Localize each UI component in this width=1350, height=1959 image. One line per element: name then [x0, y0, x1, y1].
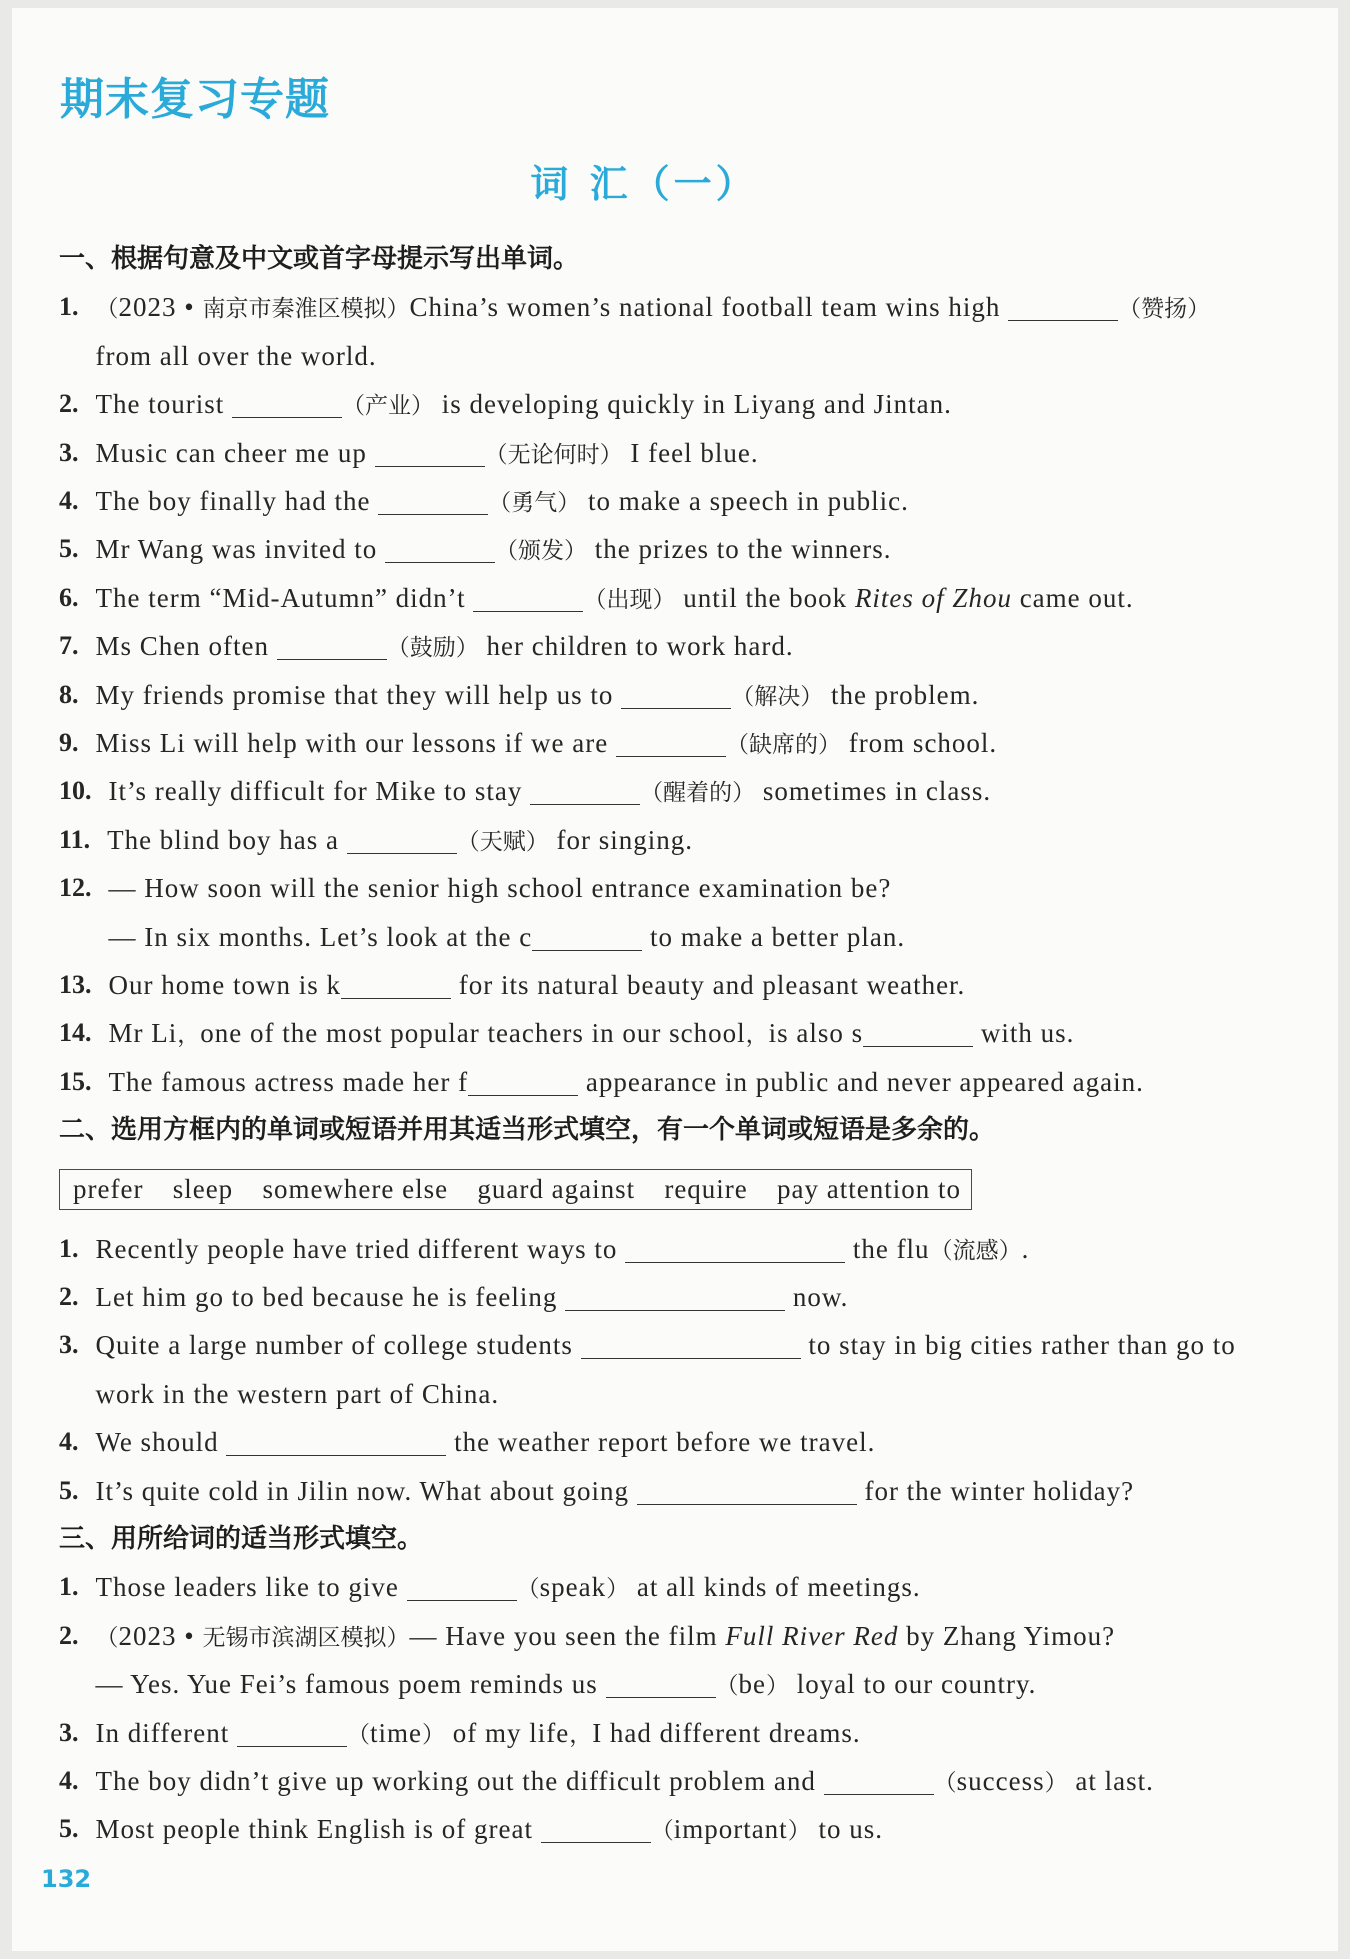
- question-line: [96, 429, 759, 477]
- text-segment: Ms Chen often: [95, 631, 277, 662]
- question-text: [96, 283, 1211, 380]
- question-line: [96, 1612, 1116, 1660]
- text-segment: （解决） the problem.: [731, 679, 980, 710]
- word-box-option: prefer: [73, 1174, 144, 1205]
- chinese-text-run: 南京市秦淮区模拟）: [202, 296, 410, 322]
- question-item: [59, 864, 1329, 961]
- question-text: [96, 1563, 921, 1611]
- answer-blank: [226, 1435, 446, 1456]
- unit-title: 词 汇（一）: [530, 161, 758, 206]
- question-line: [96, 622, 794, 670]
- question-text: [96, 671, 980, 719]
- question-line: [96, 283, 1211, 331]
- question-number: 15.: [59, 1066, 92, 1096]
- answer-blank: [606, 1677, 716, 1698]
- question-line: [96, 380, 952, 428]
- answer-blank: [530, 784, 640, 805]
- question-line: [96, 1709, 861, 1757]
- question-item: [59, 525, 1329, 573]
- chinese-text-run: （无论何时）: [484, 441, 623, 467]
- text-segment: The blind boy has a: [107, 824, 347, 855]
- text-segment: （产业） is developing quickly in Liyang and Jintan.: [341, 389, 952, 420]
- text-segment: to stay in big cities rather than go to: [800, 1330, 1236, 1361]
- answer-blank: [824, 1774, 934, 1795]
- question-item: [59, 622, 1329, 670]
- text-segment: the flu（流感）.: [845, 1233, 1030, 1264]
- text-segment: The famous actress made her f: [108, 1066, 469, 1097]
- section-heading: 二、选用方框内的单词或短语并用其适当形式填空，有一个单词或短语是多余的。: [59, 1115, 996, 1146]
- question-line: [109, 767, 992, 815]
- question-number: 12.: [59, 873, 92, 903]
- text-segment: （出现） until the book: [583, 582, 855, 613]
- question-text: [96, 1321, 1236, 1418]
- word-box: [59, 1169, 972, 1210]
- chinese-text-run: （: [715, 1673, 739, 1699]
- chinese-text-run: （: [95, 296, 119, 322]
- section-heading: 一、根据句意及中文或首字母提示写出单词。: [59, 244, 580, 274]
- chinese-text-run: （天赋）: [456, 828, 549, 854]
- text-segment: for its natural beauty and pleasant weather.: [450, 970, 966, 1001]
- answer-blank: [616, 736, 726, 757]
- answer-blank: [581, 1338, 801, 1359]
- page-number: 132: [41, 1865, 92, 1893]
- text-segment: Mr Li，one of the most popular teachers in our school，is also s: [108, 1018, 864, 1049]
- question-number: 3.: [59, 1717, 79, 1747]
- section-heading: 三、用所给词的适当形式填空。: [59, 1524, 424, 1555]
- answer-blank: [473, 591, 583, 612]
- word-box-option: require: [664, 1174, 748, 1205]
- text-segment: Quite a large number of college students: [95, 1330, 581, 1361]
- question-item: [59, 1321, 1329, 1418]
- question-line: [96, 1563, 921, 1611]
- chinese-text-run: ，: [569, 1721, 593, 1747]
- text-segment: the weather report before we travel.: [446, 1427, 876, 1458]
- question-line: [107, 816, 693, 864]
- question-number: 5.: [59, 534, 79, 564]
- question-number: 1.: [59, 1572, 79, 1602]
- exercise-section: [59, 235, 1329, 1106]
- italic-title: Full River Red: [725, 1620, 899, 1651]
- question-number: 7.: [59, 631, 79, 661]
- question-text: [96, 574, 1134, 622]
- text-segment: — In six months. Let’s look at the c: [108, 921, 533, 952]
- chinese-text-run: ）: [421, 1721, 445, 1747]
- question-item: [59, 1757, 1329, 1805]
- answer-blank: [347, 833, 457, 854]
- question-line: [109, 864, 906, 912]
- word-box-option: guard against: [477, 1174, 636, 1205]
- question-text: [109, 864, 906, 961]
- text-segment: [1118, 292, 1210, 322]
- question-number: 2.: [59, 1282, 79, 1312]
- chinese-text-run: 无锡市滨湖区模拟）: [202, 1624, 410, 1650]
- question-text: [96, 380, 952, 428]
- text-segment: The tourist: [95, 389, 232, 420]
- text-segment: It’s really difficult for Mike to stay: [108, 776, 531, 807]
- question-line: [96, 1370, 1236, 1418]
- question-line: [96, 719, 998, 767]
- text-segment: The boy finally had the: [95, 485, 379, 516]
- answer-blank: [532, 930, 642, 951]
- answer-blank: [863, 1026, 973, 1047]
- question-item: [59, 816, 1329, 864]
- text-segment: Recently people have tried different ways to: [95, 1233, 626, 1264]
- question-item: [59, 380, 1329, 428]
- question-item: [59, 574, 1329, 622]
- answer-blank: [375, 446, 485, 467]
- chinese-text-run: （: [95, 1624, 119, 1650]
- question-line: [109, 961, 966, 1009]
- question-line: [96, 525, 892, 573]
- chinese-text-run: （产业）: [341, 393, 434, 419]
- word-box-option: sleep: [172, 1174, 234, 1205]
- chinese-text-run: ）: [1044, 1770, 1068, 1796]
- question-item: [59, 719, 1329, 767]
- answer-blank: [637, 1484, 857, 1505]
- question-text: [96, 477, 909, 525]
- question-text: [109, 1058, 1144, 1106]
- chinese-text-run: （缺席的）: [725, 732, 841, 758]
- text-segment: （勇气） to make a speech in public.: [488, 485, 909, 516]
- question-item: [59, 1612, 1329, 1709]
- text-segment: for the winter holiday?: [856, 1475, 1135, 1506]
- text-segment: to make a better plan.: [642, 921, 906, 952]
- text-segment: — Yes. Yue Fei’s famous poem reminds us: [95, 1669, 606, 1700]
- question-text: [96, 429, 759, 477]
- question-number: 2.: [59, 1620, 79, 1650]
- text-segment: （important） to us.: [650, 1814, 883, 1845]
- text-segment: Those leaders like to give: [95, 1572, 407, 1603]
- answer-blank: [385, 542, 495, 563]
- question-number: 14.: [59, 1018, 92, 1048]
- question-item: [59, 1709, 1329, 1757]
- text-segment: from all over the world.: [95, 340, 377, 371]
- answer-blank: [237, 1726, 347, 1747]
- question-line: [96, 332, 1211, 380]
- chinese-text-run: （: [346, 1721, 370, 1747]
- question-item: [59, 767, 1329, 815]
- chinese-text-run: （勇气）: [488, 489, 581, 515]
- question-text: [109, 1009, 1075, 1057]
- chinese-text-run: （赞扬）: [1118, 296, 1211, 322]
- chinese-text-run: （流感）: [929, 1237, 1022, 1263]
- question-number: 4.: [59, 1766, 79, 1796]
- chinese-text-run: （解决）: [731, 683, 824, 709]
- question-text: [96, 525, 892, 573]
- question-item: [59, 1805, 1329, 1853]
- answer-blank: [341, 978, 451, 999]
- chinese-text-run: （醒着的）: [640, 780, 756, 806]
- text-segment: （天赋） for singing.: [456, 824, 694, 855]
- question-item: [59, 477, 1329, 525]
- question-text: [96, 1467, 1135, 1515]
- question-number: 1.: [59, 292, 79, 322]
- question-line: [96, 1467, 1135, 1515]
- question-text: [96, 622, 794, 670]
- question-number: 2.: [59, 389, 79, 419]
- exercise-section: [59, 1106, 1329, 1515]
- text-segment: Our home town is k: [108, 970, 341, 1001]
- question-text: [96, 1612, 1116, 1709]
- answer-blank: [407, 1580, 517, 1601]
- question-line: [96, 1225, 1030, 1273]
- question-text: [96, 1757, 1154, 1805]
- question-item: [59, 429, 1329, 477]
- word-box-option: somewhere else: [262, 1174, 449, 1205]
- text-segment: （speak） at all kinds of meetings.: [516, 1572, 921, 1603]
- text-segment: Most people think English is of great: [95, 1814, 541, 1845]
- question-number: 13.: [59, 970, 92, 1000]
- question-item: [59, 1058, 1329, 1106]
- chinese-text-run: （鼓励）: [386, 635, 479, 661]
- text-segment: （2023 • 南京市秦淮区模拟）China’s women’s national football team wins high: [95, 292, 1009, 323]
- text-segment: — How soon will the senior high school entrance examination be?: [108, 873, 892, 904]
- exercise-section: [59, 1515, 1329, 1854]
- text-segment: In different: [95, 1717, 237, 1748]
- question-number: 4.: [59, 1427, 79, 1457]
- text-segment: with us.: [973, 1018, 1075, 1049]
- chinese-text-run: （出现）: [583, 586, 676, 612]
- question-line: [109, 913, 906, 961]
- question-line: [96, 1321, 1236, 1369]
- question-text: [96, 1805, 883, 1853]
- question-item: [59, 1563, 1329, 1611]
- question-line: [96, 1660, 1116, 1708]
- question-number: 6.: [59, 582, 79, 612]
- text-segment: （鼓励） her children to work hard.: [386, 631, 794, 662]
- question-number: 8.: [59, 679, 79, 709]
- chinese-text-run: ）: [765, 1673, 789, 1699]
- text-segment: The term “Mid-Autumn” didn’t: [95, 582, 474, 613]
- text-segment: work in the western part of China.: [95, 1378, 500, 1409]
- chinese-text-run: （: [650, 1818, 674, 1844]
- text-segment: now.: [785, 1282, 849, 1313]
- question-number: 1.: [59, 1233, 79, 1263]
- text-segment: （time） of my life，I had different dreams.: [346, 1717, 861, 1748]
- answer-blank: [468, 1075, 578, 1096]
- text-segment: It’s quite cold in Jilin now. What about going: [95, 1475, 637, 1506]
- text-segment: （2023 • 无锡市滨湖区模拟）— Have you seen the film: [95, 1620, 726, 1651]
- question-line: [96, 477, 909, 525]
- text-segment: （success） at last.: [933, 1766, 1154, 1797]
- answer-blank: [565, 1290, 785, 1311]
- chinese-text-run: ，: [745, 1022, 769, 1048]
- series-title: 期末复习专题: [60, 74, 330, 125]
- chinese-text-run: ）: [606, 1576, 630, 1602]
- text-segment: We should: [95, 1427, 227, 1458]
- question-item: [59, 1467, 1329, 1515]
- question-line: [96, 1273, 849, 1321]
- question-line: [96, 1418, 876, 1466]
- italic-title: Rites of Zhou: [854, 582, 1012, 613]
- question-line: [96, 1757, 1154, 1805]
- answer-blank: [621, 688, 731, 709]
- text-segment: Let him go to bed because he is feeling: [95, 1282, 566, 1313]
- answer-blank: [232, 397, 342, 418]
- text-segment: Music can cheer me up: [95, 437, 375, 468]
- question-text: [109, 961, 966, 1009]
- question-item: [59, 671, 1329, 719]
- word-box-row: [59, 1155, 1329, 1225]
- chinese-text-run: （: [933, 1770, 957, 1796]
- question-number: 9.: [59, 728, 79, 758]
- question-line: [96, 574, 1134, 622]
- answer-blank: [378, 494, 488, 515]
- question-number: 5.: [59, 1814, 79, 1844]
- question-number: 11.: [59, 824, 91, 854]
- text-segment: （颁发） the prizes to the winners.: [495, 534, 892, 565]
- question-text: [96, 1225, 1030, 1273]
- text-segment: （无论何时） I feel blue.: [484, 437, 759, 468]
- question-item: [59, 1273, 1329, 1321]
- question-text: [109, 767, 992, 815]
- question-number: 5.: [59, 1475, 79, 1505]
- answer-blank: [625, 1242, 845, 1263]
- chinese-text-run: （: [516, 1576, 540, 1602]
- question-item: [59, 1225, 1329, 1273]
- answer-blank: [541, 1822, 651, 1843]
- text-segment: （be） loyal to our country.: [715, 1669, 1037, 1700]
- question-item: [59, 1009, 1329, 1057]
- question-line: [96, 671, 980, 719]
- text-segment: My friends promise that they will help us to: [95, 679, 622, 710]
- question-number: 4.: [59, 485, 79, 515]
- question-text: [96, 1273, 849, 1321]
- text-segment: by Zhang Yimou?: [898, 1620, 1116, 1651]
- text-segment: The boy didn’t give up working out the difficult problem and: [95, 1766, 824, 1797]
- text-segment: Miss Li will help with our lessons if we are: [95, 728, 616, 759]
- question-number: 10.: [59, 776, 92, 806]
- question-number: 3.: [59, 1330, 79, 1360]
- chinese-text-run: （颁发）: [495, 538, 588, 564]
- answer-blank: [1008, 300, 1118, 321]
- chinese-text-run: ）: [787, 1818, 811, 1844]
- text-segment: appearance in public and never appeared again.: [578, 1066, 1144, 1097]
- answer-blank: [277, 639, 387, 660]
- question-item: [59, 283, 1329, 380]
- question-text: [96, 1418, 876, 1466]
- exercise-content: [59, 235, 1329, 1854]
- text-segment: came out.: [1011, 582, 1134, 613]
- question-text: [107, 816, 693, 864]
- question-text: [96, 719, 998, 767]
- text-segment: Mr Wang was invited to: [95, 534, 386, 565]
- chinese-text-run: ，: [177, 1022, 201, 1048]
- question-line: [109, 1009, 1075, 1057]
- question-item: [59, 1418, 1329, 1466]
- word-box-option: pay attention to: [777, 1174, 961, 1205]
- text-segment: （缺席的） from school.: [725, 728, 998, 759]
- question-item: [59, 961, 1329, 1009]
- question-number: 3.: [59, 437, 79, 467]
- question-line: [109, 1058, 1144, 1106]
- text-segment: （醒着的） sometimes in class.: [640, 776, 992, 807]
- question-text: [96, 1709, 861, 1757]
- question-line: [96, 1805, 883, 1853]
